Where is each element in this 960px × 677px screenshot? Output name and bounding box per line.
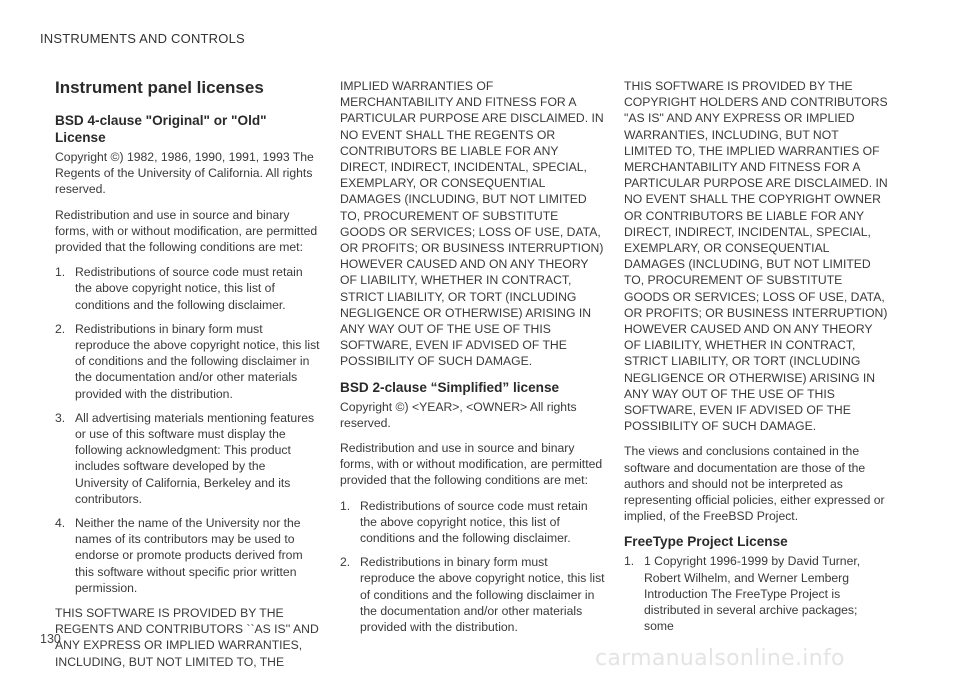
bsd4-copyright: Copyright ©) 1982, 1986, 1990, 1991, 1993 The Regents of the University of California. All rights reserved.: [55, 150, 314, 197]
list-item: [55, 321, 320, 402]
list-item-text: 1 Copyright 1996-1999 by David Turner, Robert Wilhelm, and Werner Lemberg Introduction The FreeType Project is distributed in several archive packages; some: [644, 554, 861, 634]
list-item-number: 1.: [624, 554, 635, 569]
watermark: carmanualsonline.info: [595, 646, 845, 671]
bsd2-copyright: Copyright ©) <YEAR>, <OWNER> All rights reserved.: [340, 399, 577, 430]
bsd2-intro: Redistribution and use in source and binary forms, with or without modification, are permitted provided that the following conditions are met:: [340, 441, 603, 488]
column-2: [340, 78, 605, 644]
list-item-text: Redistributions of source code must retain the above copyright notice, this list of conditions and the following disclaimer.: [360, 498, 588, 546]
freetype-heading: FreeType Project License: [624, 534, 788, 550]
list-item: [340, 554, 605, 635]
bsd2-views: The views and conclusions contained in the software and documentation are those of the authors and should not be interpreted as representing official policies, either expressed or implied, of the FreeBSD Project.: [624, 444, 885, 524]
list-item-text: Redistributions in binary form must reproduce the above copyright notice, this list of conditions and the following disclaimer in the documentation and/or other materials provided with the distribution.: [360, 555, 605, 635]
list-item: [55, 410, 320, 507]
list-item-number: 3.: [55, 410, 66, 425]
bsd4-disclaimer-end: IMPLIED WARRANTIES OF MERCHANTABILITY AND FITNESS FOR A PARTICULAR PURPOSE ARE DISCLAIMED. IN NO EVENT SHALL THE REGENTS OR CONTRIBUTORS BE LIABLE FOR ANY DIRECT, INDIRECT, INCIDENTAL, SPECIAL, EXEMPLARY, OR CONSEQUENTIAL DAMAGES (INCLUDING, BUT NOT LIMITED TO, PROCUREMENT OF SUBSTITUTE GOODS OR SERVICES; LOSS OF USE, DATA, OR PROFITS; OR BUSINESS INTERRUPTION) HOWEVER CAUSED AND ON ANY THEORY OF LIABILITY, WHETHER IN CONTRACT, STRICT LIABILITY, OR TORT (INCLUDING NEGLIGENCE OR OTHERWISE) ARISING IN ANY WAY OUT OF THE USE OF THIS SOFTWARE, EVEN IF ADVISED OF THE POSSIBILITY OF SUCH DAMAGE.: [340, 79, 604, 369]
list-item-text: All advertising materials mentioning features or use of this software must display the following acknowledgment: This product includes software developed by the University of California, Berkeley and its contributors.: [75, 410, 315, 506]
column-1: [55, 78, 320, 670]
list-item-number: 1.: [340, 498, 351, 513]
section-header: INSTRUMENTS AND CONTROLS: [40, 31, 245, 46]
list-item: [55, 264, 320, 313]
list-item-number: 1.: [55, 265, 66, 280]
bsd4-intro: Redistribution and use in source and binary forms, with or without modification, are permitted provided that the following conditions are met:: [55, 207, 318, 255]
list-item-number: 4.: [55, 516, 66, 531]
bsd2-heading: BSD 2-clause “Simplified” license: [340, 379, 560, 395]
page-number: 130: [40, 632, 61, 646]
bsd4-conditions-list: [55, 264, 320, 596]
list-item-number: 2.: [340, 555, 351, 570]
bsd2-conditions-list: [340, 498, 605, 636]
column-3: [624, 78, 889, 644]
freetype-list: [624, 553, 889, 634]
list-item-text: Redistributions in binary form must reproduce the above copyright notice, this list of conditions and the following disclaimer in the documentation and/or other materials provided with the distribution.: [75, 321, 320, 401]
list-item-text: Neither the name of the University nor the names of its contributors may be used to endorse or promote products derived from this software without specific prior written permission.: [75, 516, 303, 595]
list-item-text: Redistributions of source code must retain the above copyright notice, this list of conditions and the following disclaimer.: [75, 265, 303, 312]
bsd4-heading: BSD 4-clause "Original" or "Old" License: [55, 113, 267, 145]
bsd2-disclaimer: THIS SOFTWARE IS PROVIDED BY THE COPYRIGHT HOLDERS AND CONTRIBUTORS "AS IS" AND ANY EXPRESS OR IMPLIED WARRANTIES, INCLUDING, BUT NOT LIMITED TO, THE IMPLIED WARRANTIES OF MERCHANTABILITY AND FITNESS FOR A PARTICULAR PURPOSE ARE DISCLAIMED. IN NO EVENT SHALL THE COPYRIGHT OWNER OR CONTRIBUTORS BE LIABLE FOR ANY DIRECT, INDIRECT, INCIDENTAL, SPECIAL, EXEMPLARY, OR CONSEQUENTIAL DAMAGES (INCLUDING, BUT NOT LIMITED TO, PROCUREMENT OF SUBSTITUTE GOODS OR SERVICES; LOSS OF USE, DATA, OR PROFITS; OR BUSINESS INTERRUPTION) HOWEVER CAUSED AND ON ANY THEORY OF LIABILITY, WHETHER IN CONTRACT, STRICT LIABILITY, OR TORT (INCLUDING NEGLIGENCE OR OTHERWISE) ARISING IN ANY WAY OUT OF THE USE OF THIS SOFTWARE, EVEN IF ADVISED OF THE POSSIBILITY OF SUCH DAMAGE.: [624, 79, 888, 434]
page-title: Instrument panel licenses: [55, 78, 264, 97]
list-item: [624, 553, 889, 634]
list-item: [340, 498, 605, 547]
list-item: [55, 515, 320, 596]
list-item-number: 2.: [55, 321, 66, 336]
bsd4-disclaimer-start: THIS SOFTWARE IS PROVIDED BY THE REGENTS AND CONTRIBUTORS ``AS IS'' AND ANY EXPRESS OR IMPLIED WARRANTIES, INCLUDING, BUT NOT LIMITED TO, THE: [55, 606, 319, 669]
